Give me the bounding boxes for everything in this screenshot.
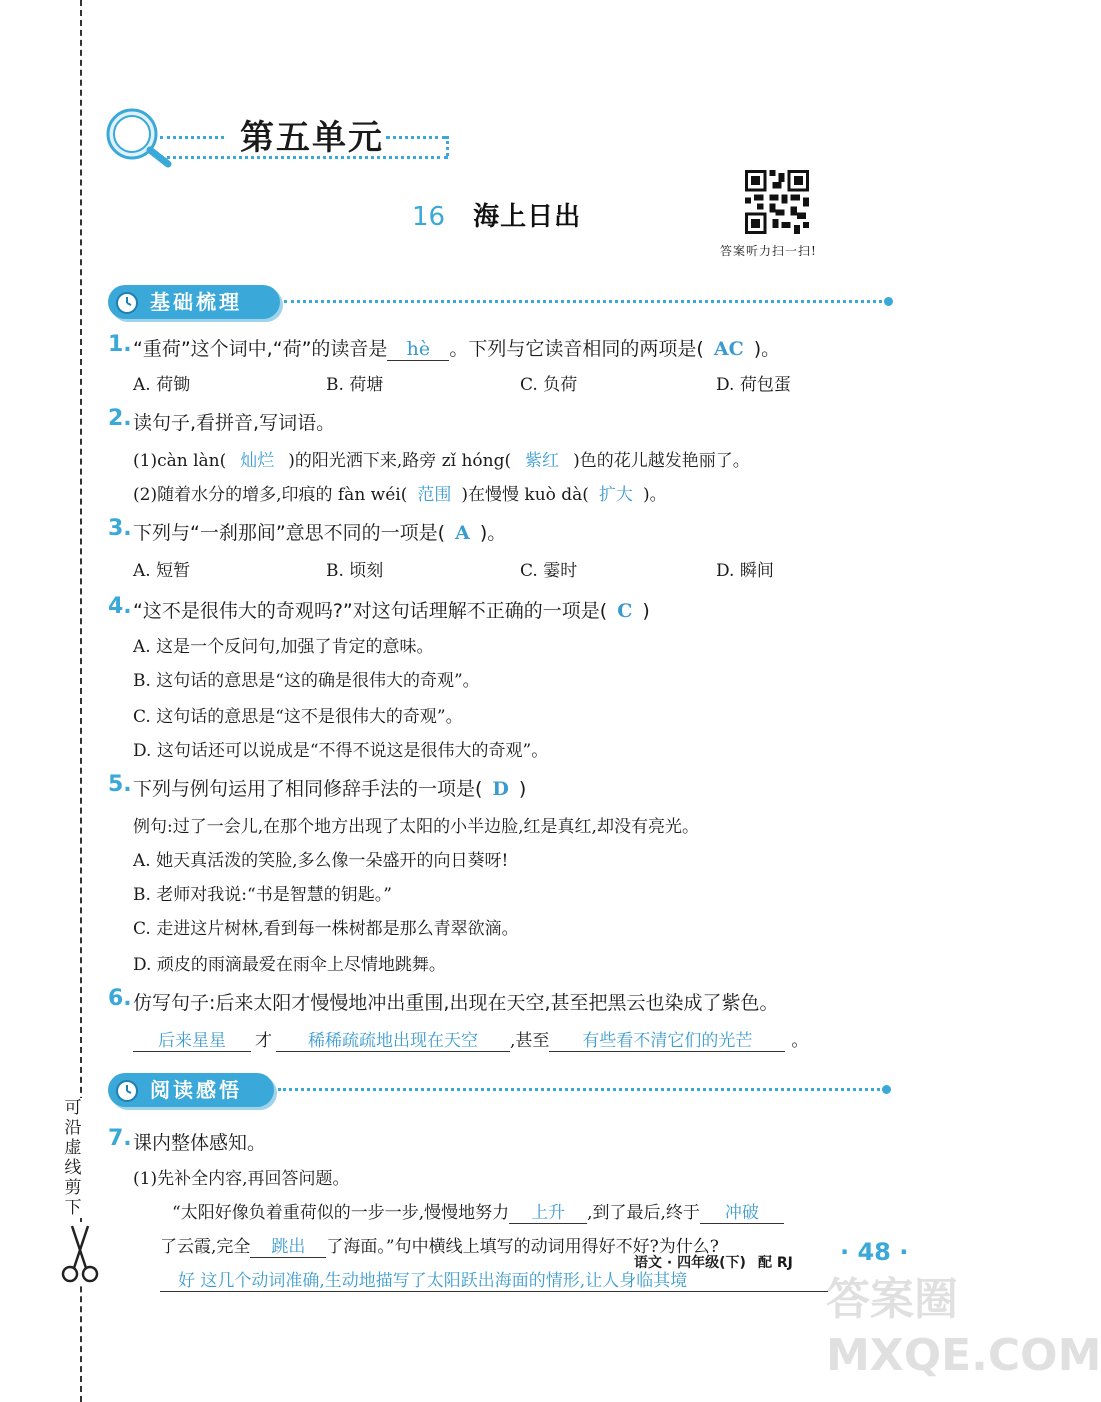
q2-s2-blank-1[interactable]: 范围 [417, 485, 452, 505]
q3-stem [133, 518, 506, 545]
q1-text-c: )。 [753, 338, 781, 360]
header-dots-right [386, 136, 446, 139]
section-badge-basic [108, 285, 280, 319]
watermark [826, 1272, 1101, 1400]
section-title-basic: 基础梳理 [150, 290, 242, 314]
q7-p1a: “太阳好像负着重荷似的一步一步,慢慢地努力 [172, 1203, 510, 1223]
cut-label: 可沿虚线剪下 [62, 1098, 84, 1218]
page-number: · 48 · [840, 1238, 909, 1266]
q1-blank[interactable]: hè [387, 338, 449, 361]
q2-s2-a: (2)随着水分的增多,印痕的 fàn wéi( [133, 485, 408, 505]
lesson-name: 海上日出 [473, 202, 582, 232]
q2-s2-blank-2[interactable]: 扩大 [598, 485, 633, 505]
q1-text-a: “重荷”这个词中,“荷”的读音是 [133, 338, 388, 360]
q2-s1-blank-2[interactable]: 紫红 [525, 451, 560, 471]
q2-s1-blank-1[interactable]: 灿烂 [240, 451, 275, 471]
lesson-title [412, 196, 581, 233]
section-dot-basic [884, 297, 893, 306]
watermark-text: 答案圈 MXQE.COM [826, 1274, 1101, 1381]
alarm-clock-icon [114, 289, 140, 315]
q7-p2a: 了云霞,完全 [160, 1237, 251, 1257]
q1-option-a[interactable]: A. 荷锄 [133, 375, 191, 395]
q3-text-a: 下列与“一刹那间”意思不同的一项是( [133, 522, 446, 544]
q2-number: 2. [108, 406, 132, 431]
q5-example: 例句:过了一会儿,在那个地方出现了太阳的小半边脸,红是真红,却没有亮光。 [133, 817, 699, 837]
q7-blank-3[interactable]: 跳出 [250, 1232, 326, 1258]
q7-blank-1[interactable]: 上升 [509, 1198, 587, 1224]
q2-s2-c: )在慢慢 kuò dà( [461, 485, 589, 505]
q5-option-a[interactable]: A. 她天真活泼的笑脸,多么像一朵盛开的向日葵呀! [133, 851, 509, 871]
section-line-basic [284, 300, 888, 303]
q4-option-b[interactable]: B. 这句话的意思是“这的确是很伟大的奇观”。 [133, 671, 480, 691]
q2-s1-c: )的阳光洒下来,路旁 zǐ hóng( [288, 451, 512, 471]
q5-option-d[interactable]: D. 顽皮的雨滴最爱在雨伞上尽情地跳舞。 [133, 955, 446, 975]
header-dots-bottom [160, 156, 448, 159]
q2-stem: 读句子,看拼音,写词语。 [133, 412, 336, 434]
q4-option-d[interactable]: D. 这句话还可以说成是“不得不说这是很伟大的奇观”。 [133, 741, 549, 761]
footer-subject: 语文 · 四年级(下) [634, 1255, 746, 1271]
alarm-clock-icon [114, 1077, 140, 1103]
q2-s2-d: )。 [642, 485, 667, 505]
q4-answer[interactable]: C [617, 600, 633, 622]
q3-option-a[interactable]: A. 短暂 [133, 561, 191, 581]
q6-number: 6. [108, 986, 132, 1011]
q6-text-2: ,甚至 [510, 1031, 550, 1051]
q4-option-c[interactable]: C. 这句话的意思是“这不是很伟大的奇观”。 [133, 707, 463, 727]
page-number-value: 48 [857, 1238, 891, 1266]
q1-text-b: 。下列与它读音相同的两项是( [449, 338, 704, 360]
qr-code-icon[interactable] [745, 170, 809, 234]
q1-option-b[interactable]: B. 荷塘 [326, 375, 384, 395]
q5-number: 5. [108, 772, 132, 797]
unit-title: 第五单元 [240, 118, 384, 158]
q3-text-b: )。 [479, 522, 507, 544]
q1-option-c[interactable]: C. 负荷 [520, 375, 578, 395]
q5-option-c[interactable]: C. 走进这片树林,看到每一株树都是那么青翠欲滴。 [133, 919, 519, 939]
q7-p2c: 了海面。”句中横线上填写的动词用得好不好?为什么? [326, 1237, 719, 1257]
q3-answer[interactable]: A [455, 522, 470, 544]
q6-blank-2[interactable]: 稀稀疏疏地出现在天空 [276, 1026, 510, 1052]
q4-text-b: ) [642, 600, 650, 622]
q1-answer[interactable]: AC [713, 338, 744, 360]
qr-caption: 答案听力扫一扫! [720, 244, 817, 258]
q4-text-a: “这不是很伟大的奇观吗?”对这句话理解不正确的一项是( [133, 600, 608, 622]
q5-stem [133, 774, 526, 801]
q2-sentence-1 [133, 446, 750, 471]
q6-stem: 仿写句子:后来太阳才慢慢地冲出重围,出现在天空,甚至把黑云也染成了紫色。 [133, 992, 779, 1014]
q7-answer[interactable]: 好 这几个动词准确,生动地描写了太阳跃出海面的情形,让人身临其境 [160, 1266, 828, 1292]
q4-option-a[interactable]: A. 这是一个反问句,加强了肯定的意味。 [133, 637, 434, 657]
q5-text-b: ) [518, 778, 527, 800]
footer-edition: 配 RJ [758, 1255, 793, 1271]
q5-text-a: 下列与例句运用了相同修辞手法的一项是( [133, 778, 483, 800]
q7-number: 7. [108, 1126, 132, 1151]
q5-option-b[interactable]: B. 老师对我说:“书是智慧的钥匙。” [133, 885, 392, 905]
section-title-reading: 阅读感悟 [150, 1078, 242, 1102]
q3-option-c[interactable]: C. 霎时 [520, 561, 578, 581]
scissors-icon [60, 1222, 100, 1286]
q2-sentence-2 [133, 480, 667, 505]
q6-answer-line [133, 1026, 808, 1052]
q5-answer[interactable]: D [492, 778, 509, 800]
q2-s1-d: )色的花儿越发艳丽了。 [573, 451, 750, 471]
lesson-number: 16 [412, 202, 446, 232]
q7-passage-line-1 [172, 1198, 784, 1224]
q1-option-d[interactable]: D. 荷包蛋 [716, 375, 791, 395]
q1-stem [133, 334, 780, 361]
q7-p1c: ,到了最后,终于 [587, 1203, 700, 1223]
q3-option-b[interactable]: B. 顷刻 [326, 561, 384, 581]
q7-stem: 课内整体感知。 [133, 1132, 267, 1154]
q6-blank-1[interactable]: 后来星星 [133, 1026, 251, 1052]
q6-text-3: 。 [791, 1031, 809, 1051]
header-dots-left [160, 136, 224, 139]
q4-stem [133, 596, 650, 623]
q6-blank-3[interactable]: 有些看不清它们的光芒 [549, 1026, 785, 1052]
q1-number: 1. [108, 332, 132, 357]
section-dot-reading [882, 1085, 891, 1094]
q3-number: 3. [108, 516, 132, 541]
q7-blank-2[interactable]: 冲破 [700, 1198, 784, 1224]
q3-option-d[interactable]: D. 瞬间 [716, 561, 774, 581]
q6-text-1: 才 [255, 1031, 272, 1051]
q2-s1-a: (1)càn làn( [133, 451, 227, 471]
q4-number: 4. [108, 594, 132, 619]
q7-sub: (1)先补全内容,再回答问题。 [133, 1169, 350, 1189]
header-dots-drop [446, 136, 449, 156]
section-badge-reading [108, 1073, 274, 1107]
section-line-reading [278, 1088, 886, 1091]
